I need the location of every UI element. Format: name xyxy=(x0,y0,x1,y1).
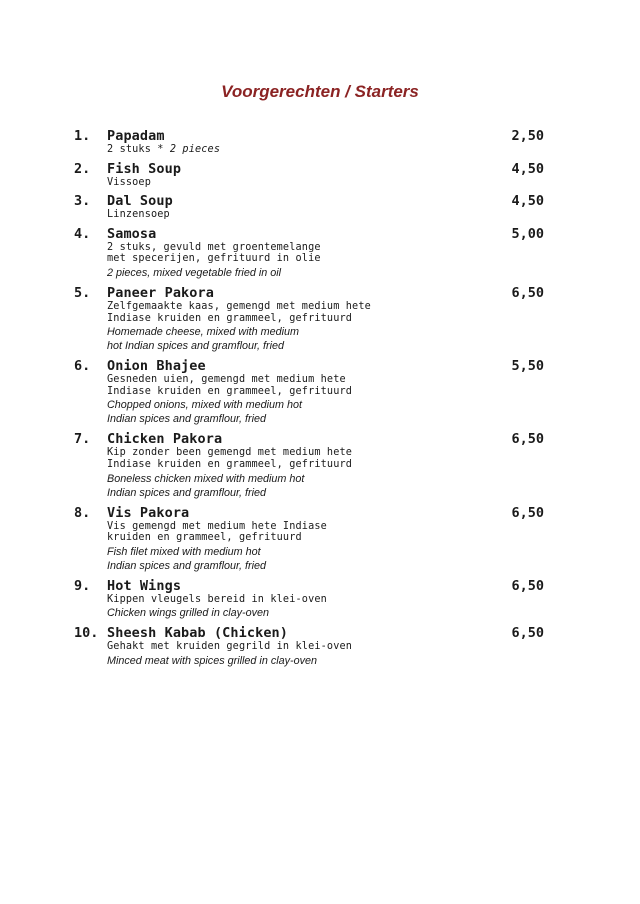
item-number: 2. xyxy=(74,160,91,177)
item-description-english: 2 pieces, mixed vegetable fried in oil xyxy=(107,266,282,279)
item-price: 6,50 xyxy=(511,284,544,301)
item-description-dutch xyxy=(107,177,437,189)
item-name: Dal Soup xyxy=(107,193,173,210)
item-description-english: Chicken wings grilled in clay-oven xyxy=(107,607,270,620)
item-name: Samosa xyxy=(107,225,157,242)
item-name: Papadam xyxy=(107,128,165,144)
item-description-dutch-text: 2 stuks, gevuld met groentemelange met specerijen, gefrituurd in olie xyxy=(107,241,321,265)
menu-item xyxy=(74,193,550,221)
item-price: 4,50 xyxy=(511,160,544,177)
item-number: 3. xyxy=(74,193,91,210)
item-description-english: Homemade cheese, mixed with medium hot Indian spices and gramflour, fried xyxy=(107,326,300,353)
menu-item xyxy=(74,128,550,156)
item-number: 5. xyxy=(74,284,91,301)
item-name: Chicken Pakora xyxy=(107,431,223,448)
item-number: 6. xyxy=(74,358,91,375)
item-description-inline-english: 2 pieces xyxy=(169,144,221,155)
item-name: Sheesh Kabab (Chicken) xyxy=(107,625,289,642)
item-description-english: Boneless chicken mixed with medium hot Indian spices and gramflour, fried xyxy=(107,472,305,499)
menu-item xyxy=(74,505,550,573)
item-number: 8. xyxy=(74,504,91,521)
item-body xyxy=(107,285,437,353)
item-description-dutch-text: Gesneden uien, gemengd met medium hete Indiase kruiden en grammeel, gefrituurd xyxy=(107,374,353,397)
item-description-english: Minced meat with spices grilled in clay-oven xyxy=(107,654,318,667)
item-body xyxy=(107,431,437,499)
item-price: 6,50 xyxy=(511,625,544,642)
item-number: 1. xyxy=(74,128,91,144)
item-description-dutch-text: Vissoep xyxy=(107,176,151,188)
item-description-dutch xyxy=(107,521,437,544)
item-name: Fish Soup xyxy=(107,160,182,177)
item-name: Vis Pakora xyxy=(107,504,190,521)
menu-item xyxy=(74,226,550,280)
item-description-dutch xyxy=(107,144,437,156)
item-body xyxy=(107,358,437,426)
item-description-english: Fish filet mixed with medium hot Indian spices and gramflour, fried xyxy=(107,545,267,572)
item-name: Hot Wings xyxy=(107,577,182,594)
item-description-dutch xyxy=(107,374,437,397)
item-description-dutch-text: Kip zonder been gemengd met medium hete Indiase kruiden en grammeel, gefrituurd xyxy=(107,447,353,470)
menu-item xyxy=(74,431,550,499)
item-number: 4. xyxy=(74,225,91,242)
menu-item xyxy=(74,285,550,353)
item-price: 6,50 xyxy=(511,577,544,594)
item-body xyxy=(107,128,437,156)
item-price: 2,50 xyxy=(511,128,544,144)
item-description-dutch xyxy=(107,447,437,470)
item-description-dutch xyxy=(107,301,437,324)
item-body xyxy=(107,625,437,668)
menu-item xyxy=(74,625,550,668)
item-description-dutch xyxy=(107,641,437,653)
item-description-dutch-text: Linzensoep xyxy=(107,209,170,221)
page-title: Voorgerechten / Starters xyxy=(221,82,419,101)
item-name: Paneer Pakora xyxy=(107,284,214,301)
item-description-dutch-text: Kippen vleugels bereid in klei-oven xyxy=(107,593,327,605)
item-description-dutch xyxy=(107,594,437,606)
item-name: Onion Bhajee xyxy=(107,358,206,375)
menu-item xyxy=(74,578,550,621)
item-price: 6,50 xyxy=(511,431,544,448)
item-price: 4,50 xyxy=(511,193,544,210)
item-price: 5,50 xyxy=(511,358,544,375)
menu-item xyxy=(74,161,550,189)
item-description-dutch-text: Vis gemengd met medium hete Indiase kruiden en grammeel, gefrituurd xyxy=(107,520,327,544)
item-description-english: Chopped onions, mixed with medium hot Indian spices and gramflour, fried xyxy=(107,399,303,426)
item-price: 6,50 xyxy=(511,504,544,521)
item-number: 10. xyxy=(74,625,99,642)
item-body xyxy=(107,161,437,189)
item-number: 9. xyxy=(74,577,91,594)
menu-list xyxy=(74,128,550,673)
item-description-dutch-text: Gehakt met kruiden gegrild in klei-oven xyxy=(107,641,353,653)
item-body xyxy=(107,193,437,221)
item-body xyxy=(107,226,437,280)
item-description-dutch xyxy=(107,242,437,265)
item-body xyxy=(107,578,437,621)
item-description-dutch xyxy=(107,209,437,221)
item-body xyxy=(107,505,437,573)
item-description-dutch-text: Zelfgemaakte kaas, gemengd met medium hete Indiase kruiden en grammeel, gefrituurd xyxy=(107,300,371,324)
menu-item xyxy=(74,358,550,426)
item-price: 5,00 xyxy=(511,225,544,242)
item-number: 7. xyxy=(74,431,91,448)
item-description-dutch-text: 2 stuks * xyxy=(107,144,170,155)
